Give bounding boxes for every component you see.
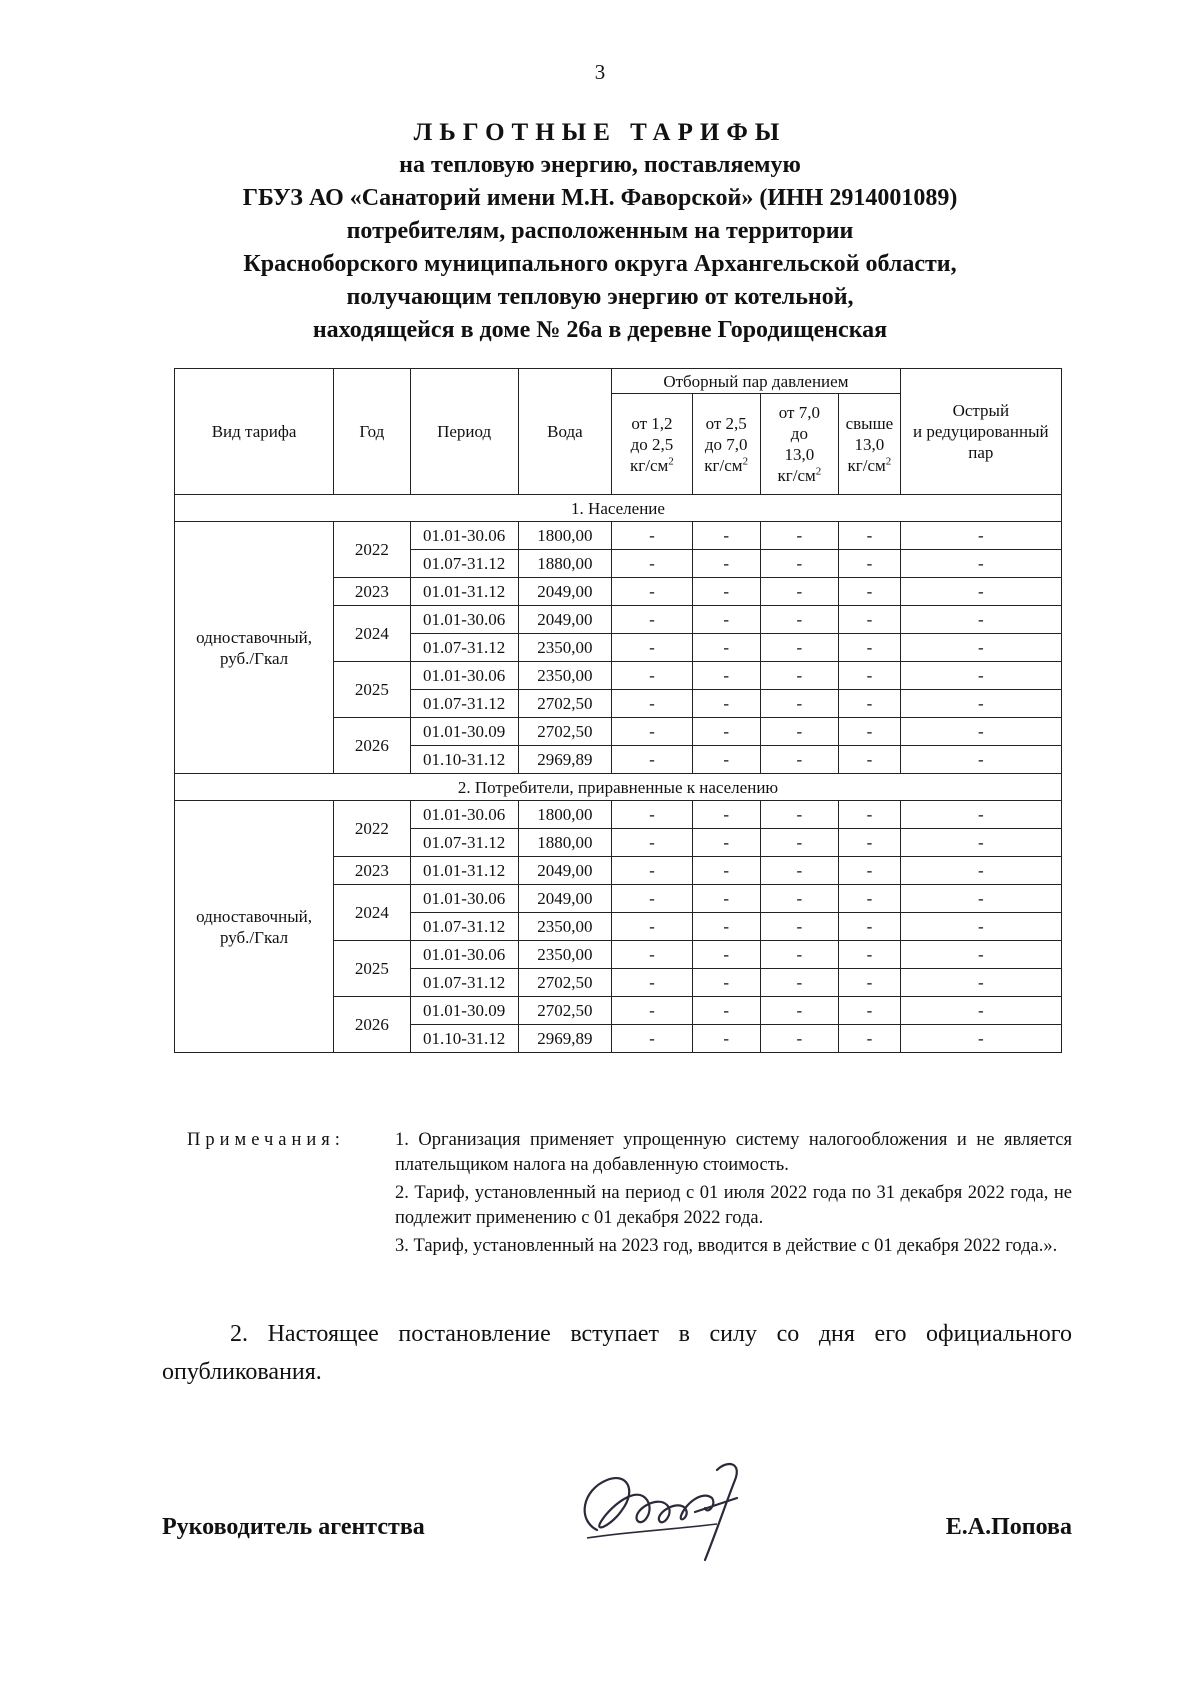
- water-cell: 2049,00: [518, 606, 611, 634]
- header-steam-3-line-3: 13,0: [784, 445, 815, 464]
- dash-cell: -: [692, 662, 760, 690]
- header-steam-4-line-1: свыше: [845, 413, 894, 433]
- period-cell: 01.01-30.06: [410, 885, 518, 913]
- dash-cell: -: [900, 690, 1061, 718]
- dash-cell: -: [839, 746, 901, 774]
- dash-cell: -: [839, 662, 901, 690]
- water-cell: 2350,00: [518, 662, 611, 690]
- year-cell: 2023: [334, 857, 410, 885]
- header-sharp-line-2: и редуцированный: [913, 422, 1049, 441]
- dash-cell: -: [839, 857, 901, 885]
- title-line-4: потребителям, расположенным на территории: [346, 218, 854, 244]
- signatory-position: Руководитель агентства: [162, 1514, 425, 1540]
- note-item: 2. Тариф, установленный на период с 01 июля 2022 года по 31 декабря 2022 года, не подлежит применению с 01 декабря 2022 года.: [395, 1183, 1072, 1228]
- dash-cell: -: [760, 634, 839, 662]
- water-cell: 2350,00: [518, 913, 611, 941]
- dash-cell: -: [839, 690, 901, 718]
- dash-cell: -: [612, 578, 693, 606]
- dash-cell: -: [612, 801, 693, 829]
- tariff-type-line-2: руб./Гкал: [219, 648, 289, 668]
- dash-cell: -: [760, 913, 839, 941]
- dash-cell: -: [612, 857, 693, 885]
- dash-cell: -: [760, 997, 839, 1025]
- header-sharp-line-3: пар: [968, 443, 994, 462]
- section-row: [175, 495, 1062, 522]
- table-body: [175, 495, 1062, 1053]
- dash-cell: -: [760, 550, 839, 578]
- dash-cell: -: [692, 969, 760, 997]
- dash-cell: -: [692, 829, 760, 857]
- main-paragraph: 2. Настоящее постановление вступает в силу со дня его официального опубликования.: [162, 1321, 1072, 1385]
- period-cell: 01.01-31.12: [410, 578, 518, 606]
- title-line-7: находящейся в доме № 26а в деревне Городищенская: [312, 317, 888, 343]
- dash-cell: -: [900, 550, 1061, 578]
- dash-cell: -: [692, 606, 760, 634]
- water-cell: 2049,00: [518, 885, 611, 913]
- dash-cell: -: [612, 634, 693, 662]
- dash-cell: -: [839, 606, 901, 634]
- period-cell: 01.10-31.12: [410, 746, 518, 774]
- dash-cell: -: [900, 634, 1061, 662]
- period-cell: 01.01-30.06: [410, 941, 518, 969]
- water-cell: 1800,00: [518, 801, 611, 829]
- header-year: Год: [334, 369, 410, 495]
- water-cell: 2350,00: [518, 634, 611, 662]
- dash-cell: -: [612, 969, 693, 997]
- dash-cell: -: [839, 801, 901, 829]
- table-row: [175, 522, 1062, 550]
- header-steam-3-sup: 2: [815, 465, 822, 478]
- water-cell: 2350,00: [518, 941, 611, 969]
- title-line-3: ГБУЗ АО «Санаторий имени М.Н. Фаворской» (ИНН 2914001089): [242, 185, 958, 211]
- note-item: 3. Тариф, установленный на 2023 год, вводится в действие с 01 декабря 2022 года.».: [395, 1236, 1058, 1256]
- dash-cell: -: [692, 718, 760, 746]
- dash-cell: -: [692, 801, 760, 829]
- dash-cell: -: [612, 690, 693, 718]
- period-cell: 01.01-30.06: [410, 522, 518, 550]
- dash-cell: -: [900, 969, 1061, 997]
- dash-cell: -: [760, 885, 839, 913]
- signatory-name: Е.А.Попова: [945, 1514, 1072, 1540]
- dash-cell: -: [612, 1025, 693, 1053]
- year-cell: 2025: [334, 662, 410, 718]
- dash-cell: -: [900, 522, 1061, 550]
- dash-cell: -: [612, 997, 693, 1025]
- header-steam-1-sup: 2: [668, 454, 674, 467]
- dash-cell: -: [692, 885, 760, 913]
- section-row: [175, 774, 1062, 801]
- dash-cell: -: [839, 550, 901, 578]
- year-cell: 2024: [334, 885, 410, 941]
- dash-cell: -: [760, 690, 839, 718]
- title-line-1: ЛЬГОТНЫЕ ТАРИФЫ: [413, 119, 787, 146]
- period-cell: 01.10-31.12: [410, 1025, 518, 1053]
- period-cell: 01.07-31.12: [410, 634, 518, 662]
- dash-cell: -: [839, 941, 901, 969]
- year-cell: 2022: [334, 522, 410, 578]
- dash-cell: -: [900, 885, 1061, 913]
- dash-cell: -: [900, 718, 1061, 746]
- page-number: 3: [594, 60, 606, 84]
- title-line-2: на тепловую энергию, поставляемую: [399, 152, 801, 178]
- dash-cell: -: [692, 578, 760, 606]
- dash-cell: -: [612, 885, 693, 913]
- dash-cell: -: [900, 857, 1061, 885]
- tariff-type-cell: [175, 801, 334, 1053]
- dash-cell: -: [692, 746, 760, 774]
- water-cell: 2702,50: [518, 690, 611, 718]
- dash-cell: -: [760, 969, 839, 997]
- dash-cell: -: [900, 578, 1061, 606]
- dash-cell: -: [692, 550, 760, 578]
- note-item: 1. Организация применяет упрощенную систему налогообложения и не является плательщиком налога на добавленную стоимость.: [395, 1130, 1072, 1175]
- dash-cell: -: [612, 718, 693, 746]
- dash-cell: -: [760, 606, 839, 634]
- dash-cell: -: [692, 913, 760, 941]
- header-steam-4-line-3: кг/см: [847, 455, 886, 475]
- year-cell: 2026: [334, 718, 410, 774]
- dash-cell: -: [900, 746, 1061, 774]
- dash-cell: -: [612, 746, 693, 774]
- header-steam-2-sup: 2: [742, 454, 749, 467]
- header-period: Период: [410, 369, 518, 495]
- water-cell: 2049,00: [518, 578, 611, 606]
- water-cell: 2969,89: [518, 1025, 611, 1053]
- dash-cell: -: [900, 606, 1061, 634]
- water-cell: 2049,00: [518, 857, 611, 885]
- header-steam-3: [760, 394, 839, 495]
- header-steam-group: Отборный пар давлением: [612, 369, 901, 394]
- year-cell: 2025: [334, 941, 410, 997]
- period-cell: 01.07-31.12: [410, 913, 518, 941]
- tariff-type-line-2: руб./Гкал: [219, 927, 289, 947]
- dash-cell: -: [692, 1025, 760, 1053]
- header-steam-2-line-1: от 2,5: [705, 413, 747, 433]
- period-cell: 01.01-30.06: [410, 801, 518, 829]
- dash-cell: -: [760, 746, 839, 774]
- dash-cell: -: [692, 522, 760, 550]
- dash-cell: -: [612, 913, 693, 941]
- dash-cell: -: [612, 606, 693, 634]
- table-row: [175, 801, 1062, 829]
- title-line-6: получающим тепловую энергию от котельной,: [346, 284, 854, 310]
- water-cell: 1880,00: [518, 550, 611, 578]
- dash-cell: -: [760, 857, 839, 885]
- dash-cell: -: [612, 662, 693, 690]
- water-cell: 2702,50: [518, 969, 611, 997]
- header-sharp-steam: [900, 369, 1061, 495]
- water-cell: 2702,50: [518, 997, 611, 1025]
- year-cell: 2026: [334, 997, 410, 1053]
- period-cell: 01.01-30.06: [410, 662, 518, 690]
- section-title: 1. Население: [175, 495, 1062, 522]
- dash-cell: -: [839, 829, 901, 857]
- dash-cell: -: [692, 857, 760, 885]
- tariff-type-cell: [175, 522, 334, 774]
- tariff-table: [174, 368, 1062, 1053]
- year-cell: 2024: [334, 606, 410, 662]
- header-tariff-type: Вид тарифа: [175, 369, 334, 495]
- dash-cell: -: [900, 941, 1061, 969]
- dash-cell: -: [839, 634, 901, 662]
- header-steam-1-line-1: от 1,2: [631, 413, 673, 433]
- notes-label: Примечания:: [187, 1130, 345, 1150]
- dash-cell: -: [760, 1025, 839, 1053]
- dash-cell: -: [760, 578, 839, 606]
- dash-cell: -: [760, 941, 839, 969]
- section-title: 2. Потребители, приравненные к населению: [175, 774, 1062, 801]
- header-steam-3-line-2: до: [790, 424, 808, 443]
- period-cell: 01.07-31.12: [410, 829, 518, 857]
- header-steam-2-line-3: кг/см: [704, 455, 743, 475]
- period-cell: 01.01-30.09: [410, 718, 518, 746]
- dash-cell: -: [612, 829, 693, 857]
- dash-cell: -: [612, 941, 693, 969]
- period-cell: 01.07-31.12: [410, 969, 518, 997]
- title-line-5: Красноборского муниципального округа Архангельской области,: [243, 251, 957, 277]
- dash-cell: -: [692, 690, 760, 718]
- header-water: Вода: [518, 369, 611, 495]
- notes: [187, 1128, 1072, 1262]
- header-steam-2-line-2: до 7,0: [704, 434, 748, 454]
- header-steam-4: [839, 394, 901, 495]
- dash-cell: -: [692, 997, 760, 1025]
- dash-cell: -: [839, 885, 901, 913]
- dash-cell: -: [760, 522, 839, 550]
- signature-block: [162, 1450, 1072, 1570]
- dash-cell: -: [612, 550, 693, 578]
- water-cell: 2702,50: [518, 718, 611, 746]
- dash-cell: -: [839, 718, 901, 746]
- period-cell: 01.01-30.09: [410, 997, 518, 1025]
- header-steam-1-line-3: кг/см: [630, 455, 669, 475]
- dash-cell: -: [839, 969, 901, 997]
- header-steam-1-line-2: до 2,5: [630, 434, 674, 454]
- header-steam-3-line-4: кг/см: [777, 466, 816, 485]
- handwritten-signature: [567, 1450, 757, 1570]
- dash-cell: -: [900, 829, 1061, 857]
- dash-cell: -: [612, 522, 693, 550]
- header-steam-2: [692, 394, 760, 495]
- dash-cell: -: [839, 913, 901, 941]
- tariff-type-line-1: одноставочный,: [196, 906, 312, 926]
- dash-cell: -: [839, 578, 901, 606]
- header-steam-4-line-2: 13,0: [854, 434, 885, 454]
- dash-cell: -: [760, 662, 839, 690]
- dash-cell: -: [839, 997, 901, 1025]
- tariff-type-line-1: одноставочный,: [196, 627, 312, 647]
- dash-cell: -: [760, 801, 839, 829]
- year-cell: 2022: [334, 801, 410, 857]
- dash-cell: -: [900, 913, 1061, 941]
- dash-cell: -: [900, 662, 1061, 690]
- dash-cell: -: [760, 829, 839, 857]
- dash-cell: -: [760, 718, 839, 746]
- document-title: [0, 116, 1200, 347]
- period-cell: 01.01-31.12: [410, 857, 518, 885]
- year-cell: 2023: [334, 578, 410, 606]
- dash-cell: -: [692, 634, 760, 662]
- header-sharp-line-1: Острый: [952, 401, 1010, 420]
- period-cell: 01.07-31.12: [410, 690, 518, 718]
- water-cell: 1800,00: [518, 522, 611, 550]
- dash-cell: -: [839, 522, 901, 550]
- header-steam-4-sup: 2: [885, 454, 892, 467]
- dash-cell: -: [900, 997, 1061, 1025]
- header-steam-1: [612, 394, 693, 495]
- dash-cell: -: [900, 801, 1061, 829]
- dash-cell: -: [900, 1025, 1061, 1053]
- period-cell: 01.07-31.12: [410, 550, 518, 578]
- header-steam-3-line-1: от 7,0: [778, 403, 820, 422]
- dash-cell: -: [692, 941, 760, 969]
- dash-cell: -: [839, 1025, 901, 1053]
- period-cell: 01.01-30.06: [410, 606, 518, 634]
- water-cell: 1880,00: [518, 829, 611, 857]
- water-cell: 2969,89: [518, 746, 611, 774]
- notes-list: [395, 1128, 1072, 1259]
